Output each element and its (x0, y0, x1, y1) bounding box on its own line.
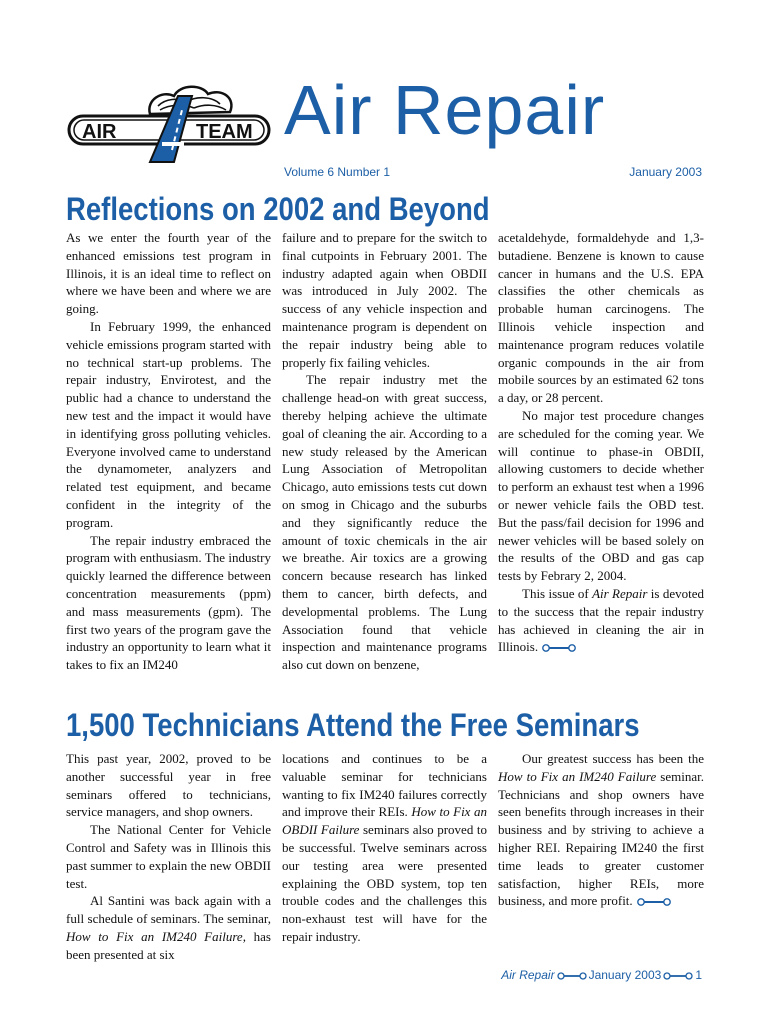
page-footer (501, 968, 702, 982)
seminar-title: How to Fix an IM240 Failure, (66, 928, 246, 944)
paragraph: In February 1999, the enhanced vehicle emissions program started with no technical start-up problems. The repair industry, Envirotest, and the public had a chance to understand the new test and the impact it would have in identifying gross polluting vehicles. Everyone involved came to understand the dynamometer, analyzers and related test equipment, and became confident in the integrity of the program. (66, 318, 271, 530)
svg-text:TEAM: TEAM (196, 121, 253, 143)
reflections-column-1 (66, 229, 271, 674)
paragraph (498, 750, 704, 910)
wrench-end-mark-icon (637, 897, 671, 907)
paragraph (66, 892, 271, 963)
reflections-column-2 (282, 229, 487, 674)
paragraph: No major test procedure changes are scheduled for the coming year. We will continue to phase-in OBDII, allowing customers to decide whether to perform an exhaust test when a 1996 or newer vehicle fails the OBD test. But the pass/fail decision for 1996 and newer vehicles will be based solely on the results of the OBD and gas cap tests by Febrary 2, 2004. (498, 407, 704, 584)
article-headline-seminars: 1,500 Technicians Attend the Free Seminars (66, 707, 640, 743)
paragraph: This past year, 2002, proved to be another successful year in free seminars offered to technicians, service managers, and shop owners. (66, 751, 271, 820)
wrench-separator-icon (663, 971, 693, 981)
seminar-title: How to Fix an OBDII Failure (282, 804, 487, 838)
article-headline-reflections: Reflections on 2002 and Beyond (66, 191, 490, 227)
wrench-end-mark-icon (542, 643, 576, 653)
paragraph: The National Center for Vehicle Control and Safety was in Illinois this past summer to explain the new OBDII test. (66, 822, 271, 891)
footer-publication: Air Repair (501, 968, 555, 982)
reflections-column-3 (498, 229, 704, 656)
issue-volume: Volume 6 Number 1 (284, 165, 391, 179)
paragraph (282, 750, 487, 946)
publication-name: Air Repair (592, 585, 648, 601)
text-run: This issue of (522, 585, 593, 601)
text-run: Al Santini was back again with a full schedule of seminars. The seminar, (66, 893, 271, 927)
text-run: seminars also proved to be successful. Twelve seminars across our testing area were presented explaining the OBD system, top ten trouble codes and the challenges this non-exhaust test will have for the repair industry. (282, 822, 487, 944)
text-run: is devoted to the success that the repair industry has achieved in cleaning the air in Illinois. (498, 585, 704, 655)
seminars-column-1 (66, 750, 271, 964)
seminar-title: How to Fix an IM240 Failure (498, 768, 657, 784)
text-run: locations and continues to be a valuable seminar for technicians wanting to fix IM240 failures correctly and improve their REIs. (282, 751, 487, 820)
text-run: seminar. Technicians and shop owners have seen benefits through increases in their business and by striving to achieve a higher REI. Repairing IM240 the first time leads to greater customer satisfaction, higher REIs, more business, and more profit. (498, 768, 704, 909)
masthead-title: Air Repair (284, 71, 606, 149)
paragraph: failure and to prepare for the switch to final cutpoints in February 2001. The industry adapted again when OBDII was introduced in July 2002. The success of any vehicle inspection and maintenance program is dependent on the repair industry being able to properly fix failing vehicles. (282, 230, 487, 370)
text-run: Our greatest success has been the (522, 751, 704, 766)
paragraph: acetaldehyde, formaldehyde and 1,3-butadiene. Benzene is known to cause cancer in humans and the U.S. EPA classifies the other chemicals as probable human carcinogens. The Illinois vehicle inspection and maintenance program reduces volatile organic compounds in the air from mobile sources by an estimated 62 tons a day, or 28 percent. (498, 230, 704, 406)
paragraph (498, 585, 704, 656)
wrench-separator-icon (557, 971, 587, 981)
air-team-logo (66, 80, 272, 164)
seminars-column-3 (498, 750, 704, 910)
text-run: has been presented at six (66, 928, 271, 962)
seminars-column-2 (282, 750, 487, 946)
issue-date: January 2003 (629, 165, 702, 179)
paragraph: The repair industry met the challenge head-on with great success, thereby helping achieve the ultimate goal of cleaning the air. According to a new study released by the American Lung Association of Metropolitan Chicago, auto emissions tests cut down on smog in Chicago and the suburbs and they significantly reduce the amount of toxic chemicals in the air we breathe. Air toxics are a growing concern because research has linked them to cancer, birth defects, and developmental problems. The Lung Association found that vehicle inspection and maintenance programs also cut down on benzene, (282, 372, 487, 673)
page-number: 1 (695, 968, 702, 982)
paragraph: As we enter the fourth year of the enhanced emissions test program in Illinois, it is an ideal time to reflect on where we have been and where we are going. (66, 230, 271, 317)
paragraph: The repair industry embraced the program with enthusiasm. The industry quickly learned the difference between concentration measurements (ppm) and mass measurements (gpm). The first two years of the program gave the industry an opportunity to learn what it takes to fix an IM240 (66, 532, 271, 673)
footer-date: January 2003 (588, 968, 662, 982)
svg-text:AIR: AIR (82, 121, 117, 143)
